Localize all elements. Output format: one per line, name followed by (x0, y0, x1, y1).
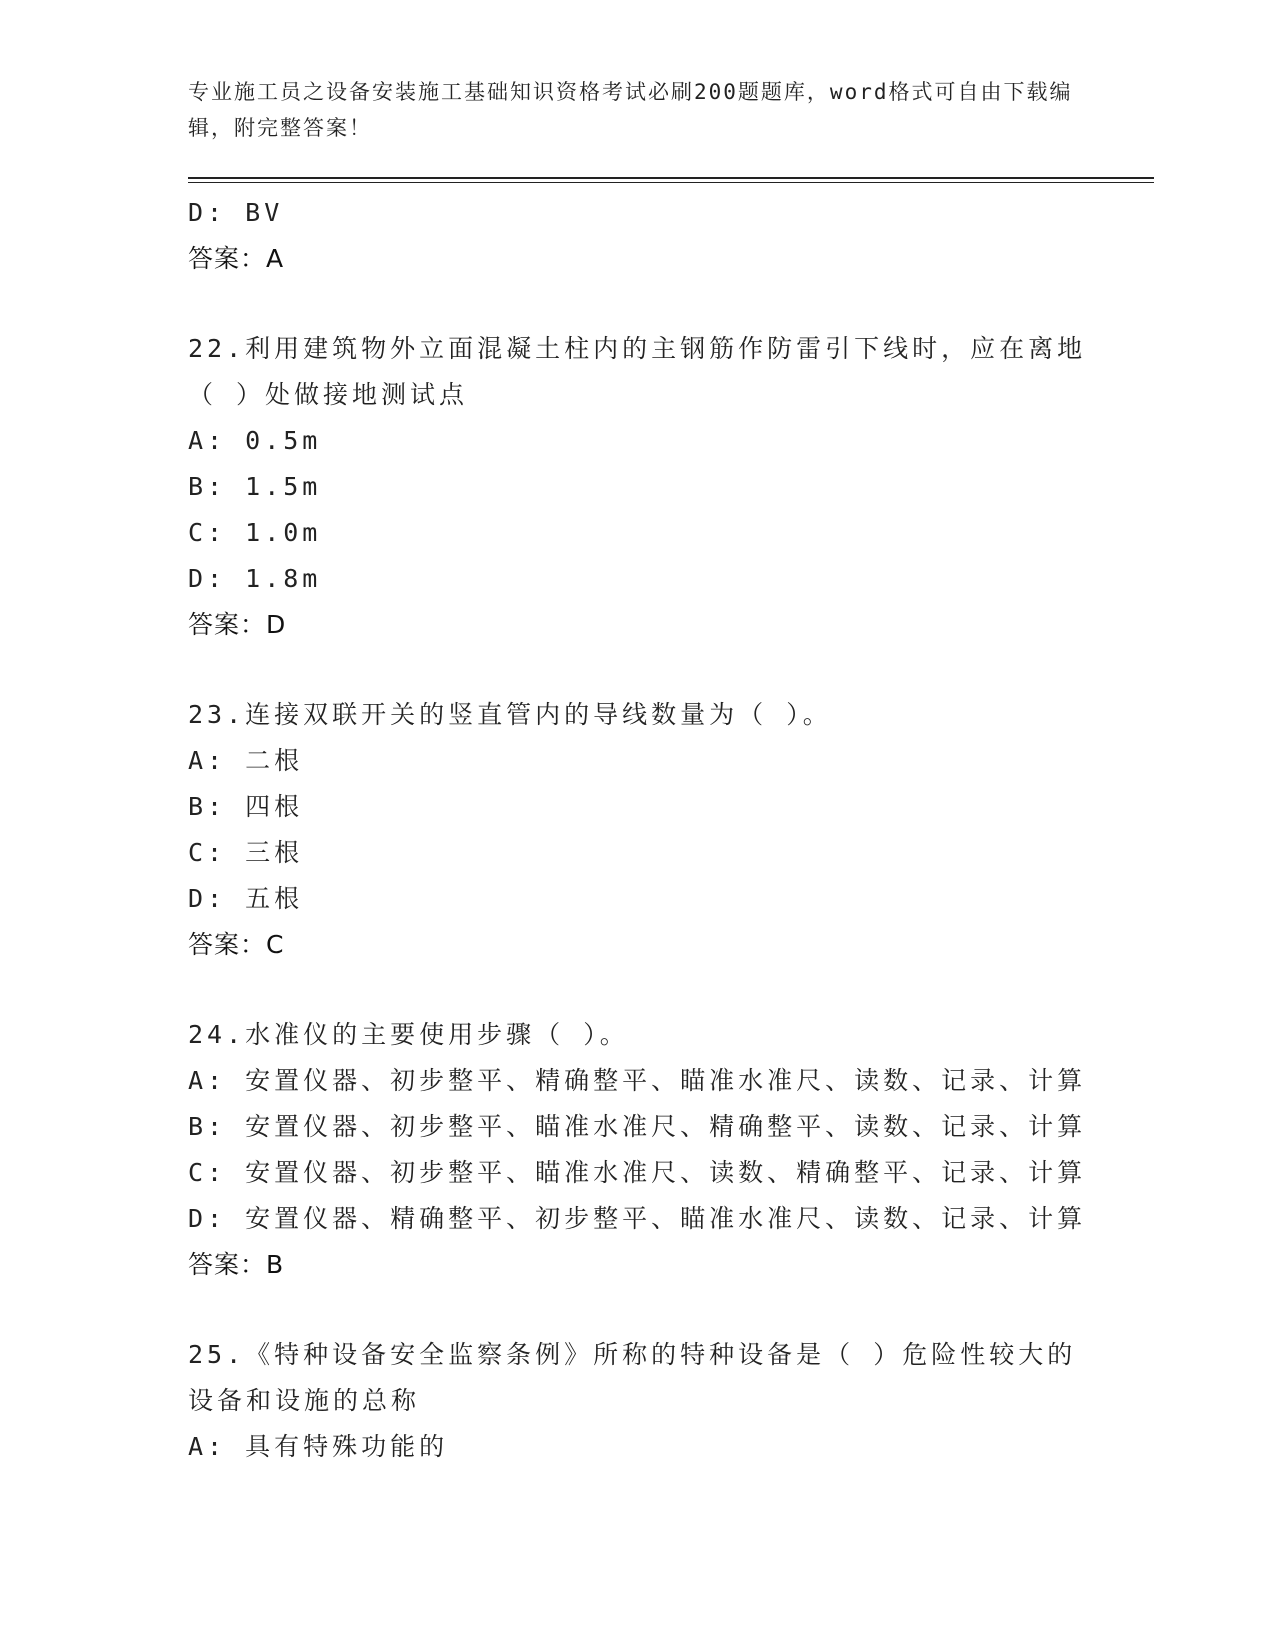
option-a: A: 具有特殊功能的 (188, 1432, 449, 1461)
question-text: 23.连接双联开关的竖直管内的导线数量为（ ）。 (188, 700, 832, 729)
question-text: 24.水准仪的主要使用步骤（ ）。 (188, 1020, 629, 1049)
option-a: A: 二根 (188, 746, 304, 775)
header-divider (188, 177, 1154, 179)
document-header: 专业施工员之设备安装施工基础知识资格考试必刷200题题库，word格式可自由下载编辑，附完整答案！ (188, 80, 1073, 140)
option-c: C: 1.0m (188, 518, 322, 547)
answer: 答案：D (188, 610, 287, 639)
question-23 (188, 692, 1088, 968)
question-text: 22.利用建筑物外立面混凝土柱内的主钢筋作防雷引下线时，应在离地（ ）处做接地测试点 (188, 334, 1087, 409)
option-a: A: 0.5m (188, 426, 322, 455)
option-d: D: 1.8m (188, 564, 322, 593)
option-b: B: 1.5m (188, 472, 322, 501)
answer: 答案：B (188, 1250, 285, 1279)
option-b: B: 四根 (188, 792, 304, 821)
question-25 (188, 1332, 1088, 1470)
answer: 答案：C (188, 930, 285, 959)
option-d: D: BV (188, 198, 284, 227)
option-c: C: 三根 (188, 838, 304, 867)
option-b: B: 安置仪器、初步整平、瞄准水准尺、精确整平、读数、记录、计算 (188, 1112, 1087, 1141)
question-24 (188, 1012, 1088, 1288)
question-content (188, 190, 1088, 1470)
option-d: D: 安置仪器、精确整平、初步整平、瞄准水准尺、读数、记录、计算 (188, 1204, 1087, 1233)
question-text: 25.《特种设备安全监察条例》所称的特种设备是（ ）危险性较大的设备和设施的总称 (188, 1340, 1077, 1415)
question-22 (188, 326, 1088, 648)
header-divider-thin (188, 182, 1154, 183)
option-a: A: 安置仪器、初步整平、精确整平、瞄准水准尺、读数、记录、计算 (188, 1066, 1087, 1095)
option-c: C: 安置仪器、初步整平、瞄准水准尺、读数、精确整平、记录、计算 (188, 1158, 1087, 1187)
answer: 答案：A (188, 244, 285, 273)
option-d: D: 五根 (188, 884, 304, 913)
